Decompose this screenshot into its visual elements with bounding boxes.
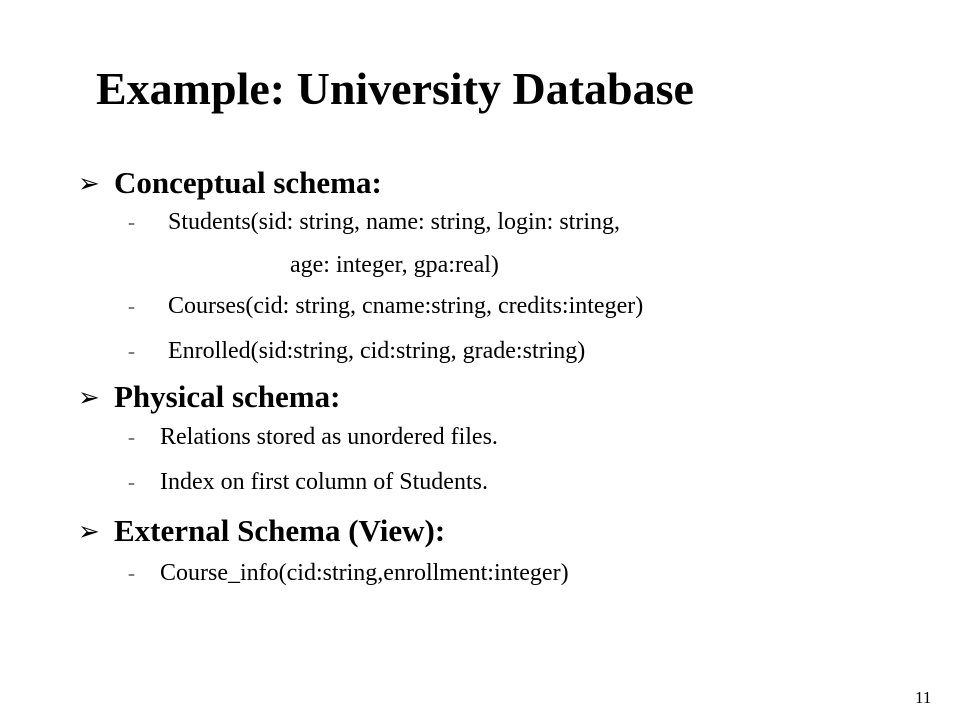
section-external-schema [78, 515, 445, 546]
list-item: Courses(cid: string, cname:string, credits:integer) [168, 293, 644, 319]
list-item: Index on first column of Students. [160, 469, 488, 495]
section-conceptual-schema [78, 167, 382, 198]
slide-title: Example: University Database [96, 63, 694, 114]
page-number: 11 [915, 688, 932, 707]
dash-bullet-icon: – [128, 476, 135, 492]
dash-bullet-icon: – [128, 345, 135, 361]
list-item: Relations stored as unordered files. [160, 424, 498, 450]
arrow-bullet-icon: ➢ [78, 169, 100, 199]
list-item: Students(sid: string, name: string, login: string, [168, 209, 620, 235]
arrow-bullet-icon: ➢ [78, 517, 100, 547]
dash-bullet-icon: – [128, 216, 135, 232]
section-heading: Physical schema: [114, 379, 341, 414]
dash-bullet-icon: – [128, 567, 135, 583]
dash-bullet-icon: – [128, 431, 135, 447]
list-item-continuation: age: integer, gpa:real) [290, 252, 499, 278]
dash-bullet-icon: – [128, 300, 135, 316]
list-item: Enrolled(sid:string, cid:string, grade:string) [168, 338, 586, 364]
arrow-bullet-icon: ➢ [78, 383, 100, 413]
section-physical-schema [78, 381, 340, 412]
section-heading: External Schema (View): [114, 513, 446, 548]
section-heading: Conceptual schema: [114, 165, 382, 200]
list-item: Course_info(cid:string,enrollment:integer) [160, 560, 569, 586]
